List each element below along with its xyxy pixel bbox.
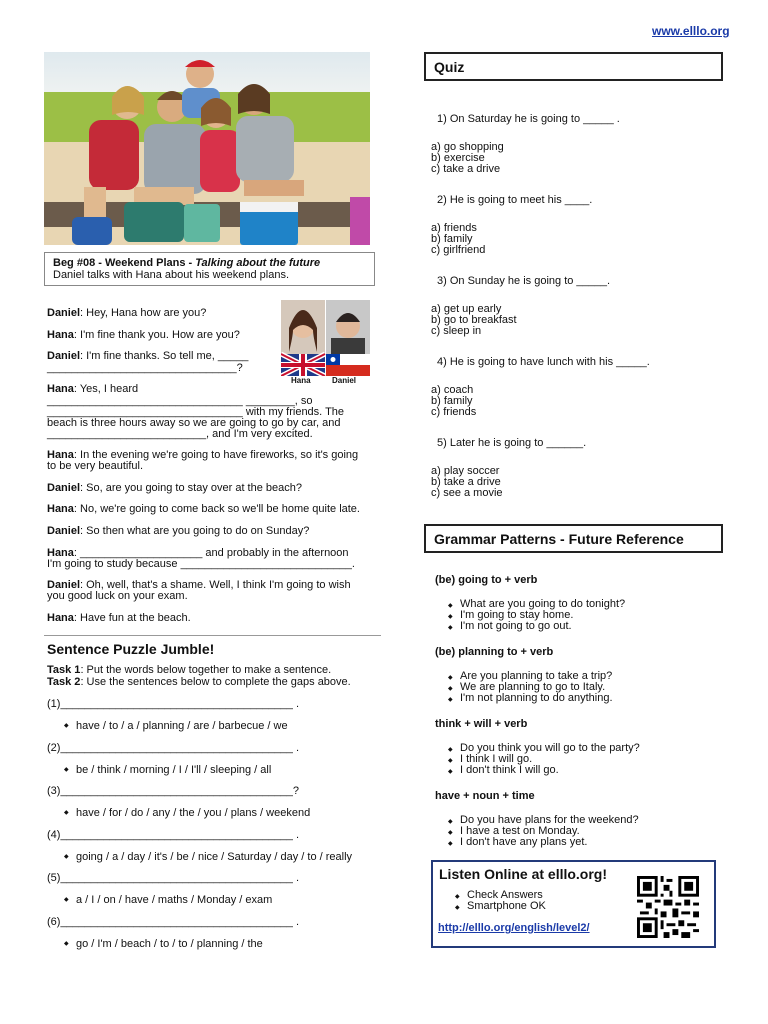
listen-feature-item: ◆ Smartphone OK — [467, 901, 546, 912]
dialogue-text: : In the evening we're going to have fireworks, so it's going — [73, 449, 359, 461]
puzzle-word-list: ◆ a / I / on / have / maths / Monday / exam — [76, 894, 272, 906]
speaker-name: Hana — [47, 383, 74, 395]
lesson-info-box — [44, 252, 375, 286]
quiz-question: 4) He is going to have lunch with his _____. — [437, 356, 650, 368]
task-2 — [47, 677, 377, 688]
quiz-option[interactable]: a) coach — [431, 384, 474, 396]
quiz-option[interactable]: a) friends — [431, 222, 477, 234]
speaker-name: Daniel — [47, 350, 81, 362]
qr-code-icon[interactable] — [636, 876, 700, 938]
task-2-text: : Use the sentences below to complete the gaps above. — [80, 676, 351, 688]
dialogue-line — [47, 591, 377, 602]
dialogue-text: : Yes, I heard — [73, 383, 139, 395]
listen-link[interactable]: http://elllo.org/english/level2/ — [438, 922, 590, 934]
dialogue-line — [47, 308, 377, 319]
puzzle-answer-blank[interactable]: (6)______________________________________ . — [47, 916, 300, 928]
listen-features — [467, 890, 546, 912]
dialogue-text: : So, are you going to stay over at the beach? — [80, 482, 302, 494]
puzzle-answer-blank[interactable]: (1)______________________________________ . — [47, 698, 300, 710]
lesson-code: Beg #08 - Weekend Plans - — [53, 257, 193, 269]
puzzle-answer-blank[interactable]: (2)______________________________________ . — [47, 741, 300, 754]
dialogue-text: : Have fun at the beach. — [73, 612, 191, 624]
grammar-examples — [460, 815, 639, 848]
dialogue-text: _______________________________? — [47, 362, 243, 374]
beach-group-photo — [44, 52, 370, 245]
dialogue-line — [47, 483, 377, 494]
avatar-label-hana: Hana — [291, 376, 311, 385]
puzzle-answer-blank[interactable]: (3)______________________________________? — [47, 785, 300, 798]
grammar-pattern-heading: (be) going to + verb — [435, 574, 538, 586]
grammar-pattern-heading: have + noun + time — [435, 790, 535, 802]
quiz-options — [431, 304, 517, 337]
dialogue-line — [47, 384, 377, 395]
dialogue-text: : I'm fine thanks. So tell me, _____ — [80, 350, 249, 362]
dialogue-line — [47, 330, 377, 341]
dialogue-text: __________________________, and I'm very excited. — [47, 428, 313, 440]
speaker-name: Daniel — [47, 525, 81, 537]
speaker-name: Daniel — [47, 482, 81, 494]
dialogue-line — [47, 526, 377, 537]
grammar-example: ◆ We are planning to go to Italy. — [460, 682, 613, 693]
grammar-example: ◆ I'm going to stay home. — [460, 610, 625, 621]
grammar-example: ◆ I'm not planning to do anything. — [460, 693, 613, 704]
quiz-question: 2) He is going to meet his ____. — [437, 194, 593, 206]
dialogue-text: : No, we're going to come back so we'll be home quite late. — [73, 503, 360, 515]
task-1-text: : Put the words below together to make a sentence. — [80, 664, 332, 676]
listen-online-box — [431, 860, 716, 948]
quiz-option[interactable]: b) take a drive — [431, 476, 501, 488]
puzzle-word-list: ◆ be / think / morning / I / I'll / sleeping / all — [76, 764, 271, 776]
puzzle-word-list: ◆ go / I'm / beach / to / to / planning / the — [76, 938, 263, 950]
quiz-option[interactable]: c) sleep in — [431, 325, 482, 337]
lesson-summary: Daniel talks with Hana about his weekend plans. — [53, 269, 290, 281]
dialogue-text: : Oh, well, that's a shame. Well, I think I'm going to wish — [80, 579, 351, 591]
grammar-examples — [460, 671, 613, 704]
grammar-example: ◆ Do you think you will go to the party? — [460, 743, 640, 754]
dialogue-text: : Hey, Hana how are you? — [80, 307, 207, 319]
quiz-option[interactable]: b) family — [431, 233, 473, 245]
dialogue-line — [47, 461, 377, 472]
speaker-name: Hana — [47, 547, 74, 559]
grammar-example: ◆ I don't think I will go. — [460, 765, 640, 776]
task-1 — [47, 665, 377, 676]
grammar-example: ◆ Are you planning to take a trip? — [460, 671, 613, 682]
grammar-examples — [460, 743, 640, 776]
quiz-option[interactable]: b) family — [431, 395, 473, 407]
speaker-name: Hana — [47, 329, 74, 341]
puzzle-word-list: ◆ have / for / do / any / the / you / plans / weekend — [76, 807, 310, 819]
dialogue-text: : ____________________ and probably in the afternoon — [73, 547, 349, 559]
quiz-option[interactable]: c) take a drive — [431, 163, 501, 175]
speaker-name: Daniel — [47, 579, 81, 591]
dialogue-text: I'm going to study because ____________________________. — [47, 558, 355, 570]
quiz-option[interactable]: b) go to breakfast — [431, 314, 517, 326]
site-url-link[interactable]: www.elllo.org — [652, 24, 730, 38]
quiz-option[interactable]: a) go shopping — [431, 141, 504, 153]
grammar-example: ◆ Do you have plans for the weekend? — [460, 815, 639, 826]
dialogue-text: : I'm fine thank you. How are you? — [73, 329, 240, 341]
dialogue-line — [47, 504, 377, 515]
quiz-options — [431, 223, 485, 256]
quiz-option[interactable]: a) play soccer — [431, 465, 500, 477]
puzzle-word-list: ◆ have / to / a / planning / are / barbecue / we — [76, 720, 288, 732]
dialogue-line — [47, 363, 377, 374]
listen-title: Listen Online at elllo.org! — [439, 866, 608, 882]
dialogue-text: you good luck on your exam. — [47, 590, 188, 602]
quiz-question: 5) Later he is going to ______. — [437, 437, 587, 449]
grammar-example: ◆ I think I will go. — [460, 754, 640, 765]
puzzle-answer-blank[interactable]: (5)______________________________________ . — [47, 872, 300, 885]
dialogue-text: : So then what are you going to do on Sunday? — [80, 525, 310, 537]
grammar-header: Grammar Patterns - Future Reference — [424, 524, 723, 553]
quiz-options — [431, 466, 503, 499]
grammar-example: ◆ I have a test on Monday. — [460, 826, 639, 837]
grammar-example: ◆ What are you going to do tonight? — [460, 599, 625, 610]
quiz-option[interactable]: c) girlfriend — [431, 244, 486, 256]
task-2-label: Task 2 — [47, 676, 81, 688]
quiz-option[interactable]: c) see a movie — [431, 487, 503, 499]
lesson-topic: Talking about the future — [195, 257, 321, 269]
grammar-examples — [460, 599, 625, 632]
puzzle-title: Sentence Puzzle Jumble! — [47, 641, 215, 657]
section-divider — [44, 635, 381, 636]
dialogue-line — [47, 351, 377, 362]
puzzle-word-list: ◆ going / a / day / it's / be / nice / Saturday / day / to / really — [76, 851, 352, 863]
speaker-name: Hana — [47, 612, 74, 624]
dialogue-text: ________________________________ with my friends. The — [47, 406, 345, 418]
grammar-pattern-heading: (be) planning to + verb — [435, 646, 554, 658]
quiz-options — [431, 385, 476, 418]
dialogue-line — [47, 613, 377, 624]
quiz-question: 1) On Saturday he is going to _____ . — [437, 113, 620, 125]
dialogue-line — [47, 429, 377, 440]
grammar-example: ◆ I'm not going to go out. — [460, 621, 625, 632]
speaker-name: Hana — [47, 449, 74, 461]
dialogue-text: to be very beautiful. — [47, 460, 144, 472]
speaker-name: Hana — [47, 503, 74, 515]
grammar-example: ◆ I don't have any plans yet. — [460, 837, 639, 848]
quiz-option[interactable]: b) exercise — [431, 152, 485, 164]
quiz-option[interactable]: c) friends — [431, 406, 477, 418]
avatar-label-daniel: Daniel — [332, 376, 357, 385]
task-1-label: Task 1 — [47, 664, 81, 676]
quiz-options — [431, 142, 504, 175]
quiz-question: 3) On Sunday he is going to _____. — [437, 275, 611, 287]
dialogue-text: beach is three hours away so we are going to go by car, and — [47, 417, 341, 429]
puzzle-answer-blank[interactable]: (4)______________________________________ . — [47, 828, 300, 841]
grammar-pattern-heading: think + will + verb — [435, 718, 528, 730]
dialogue-line — [47, 559, 377, 570]
quiz-option[interactable]: a) get up early — [431, 303, 502, 315]
listen-feature-item: ◆ Check Answers — [467, 890, 546, 901]
speaker-name: Daniel — [47, 307, 81, 319]
quiz-header: Quiz — [424, 52, 723, 81]
dialogue-text: ________________________________ ________, so — [47, 395, 313, 407]
